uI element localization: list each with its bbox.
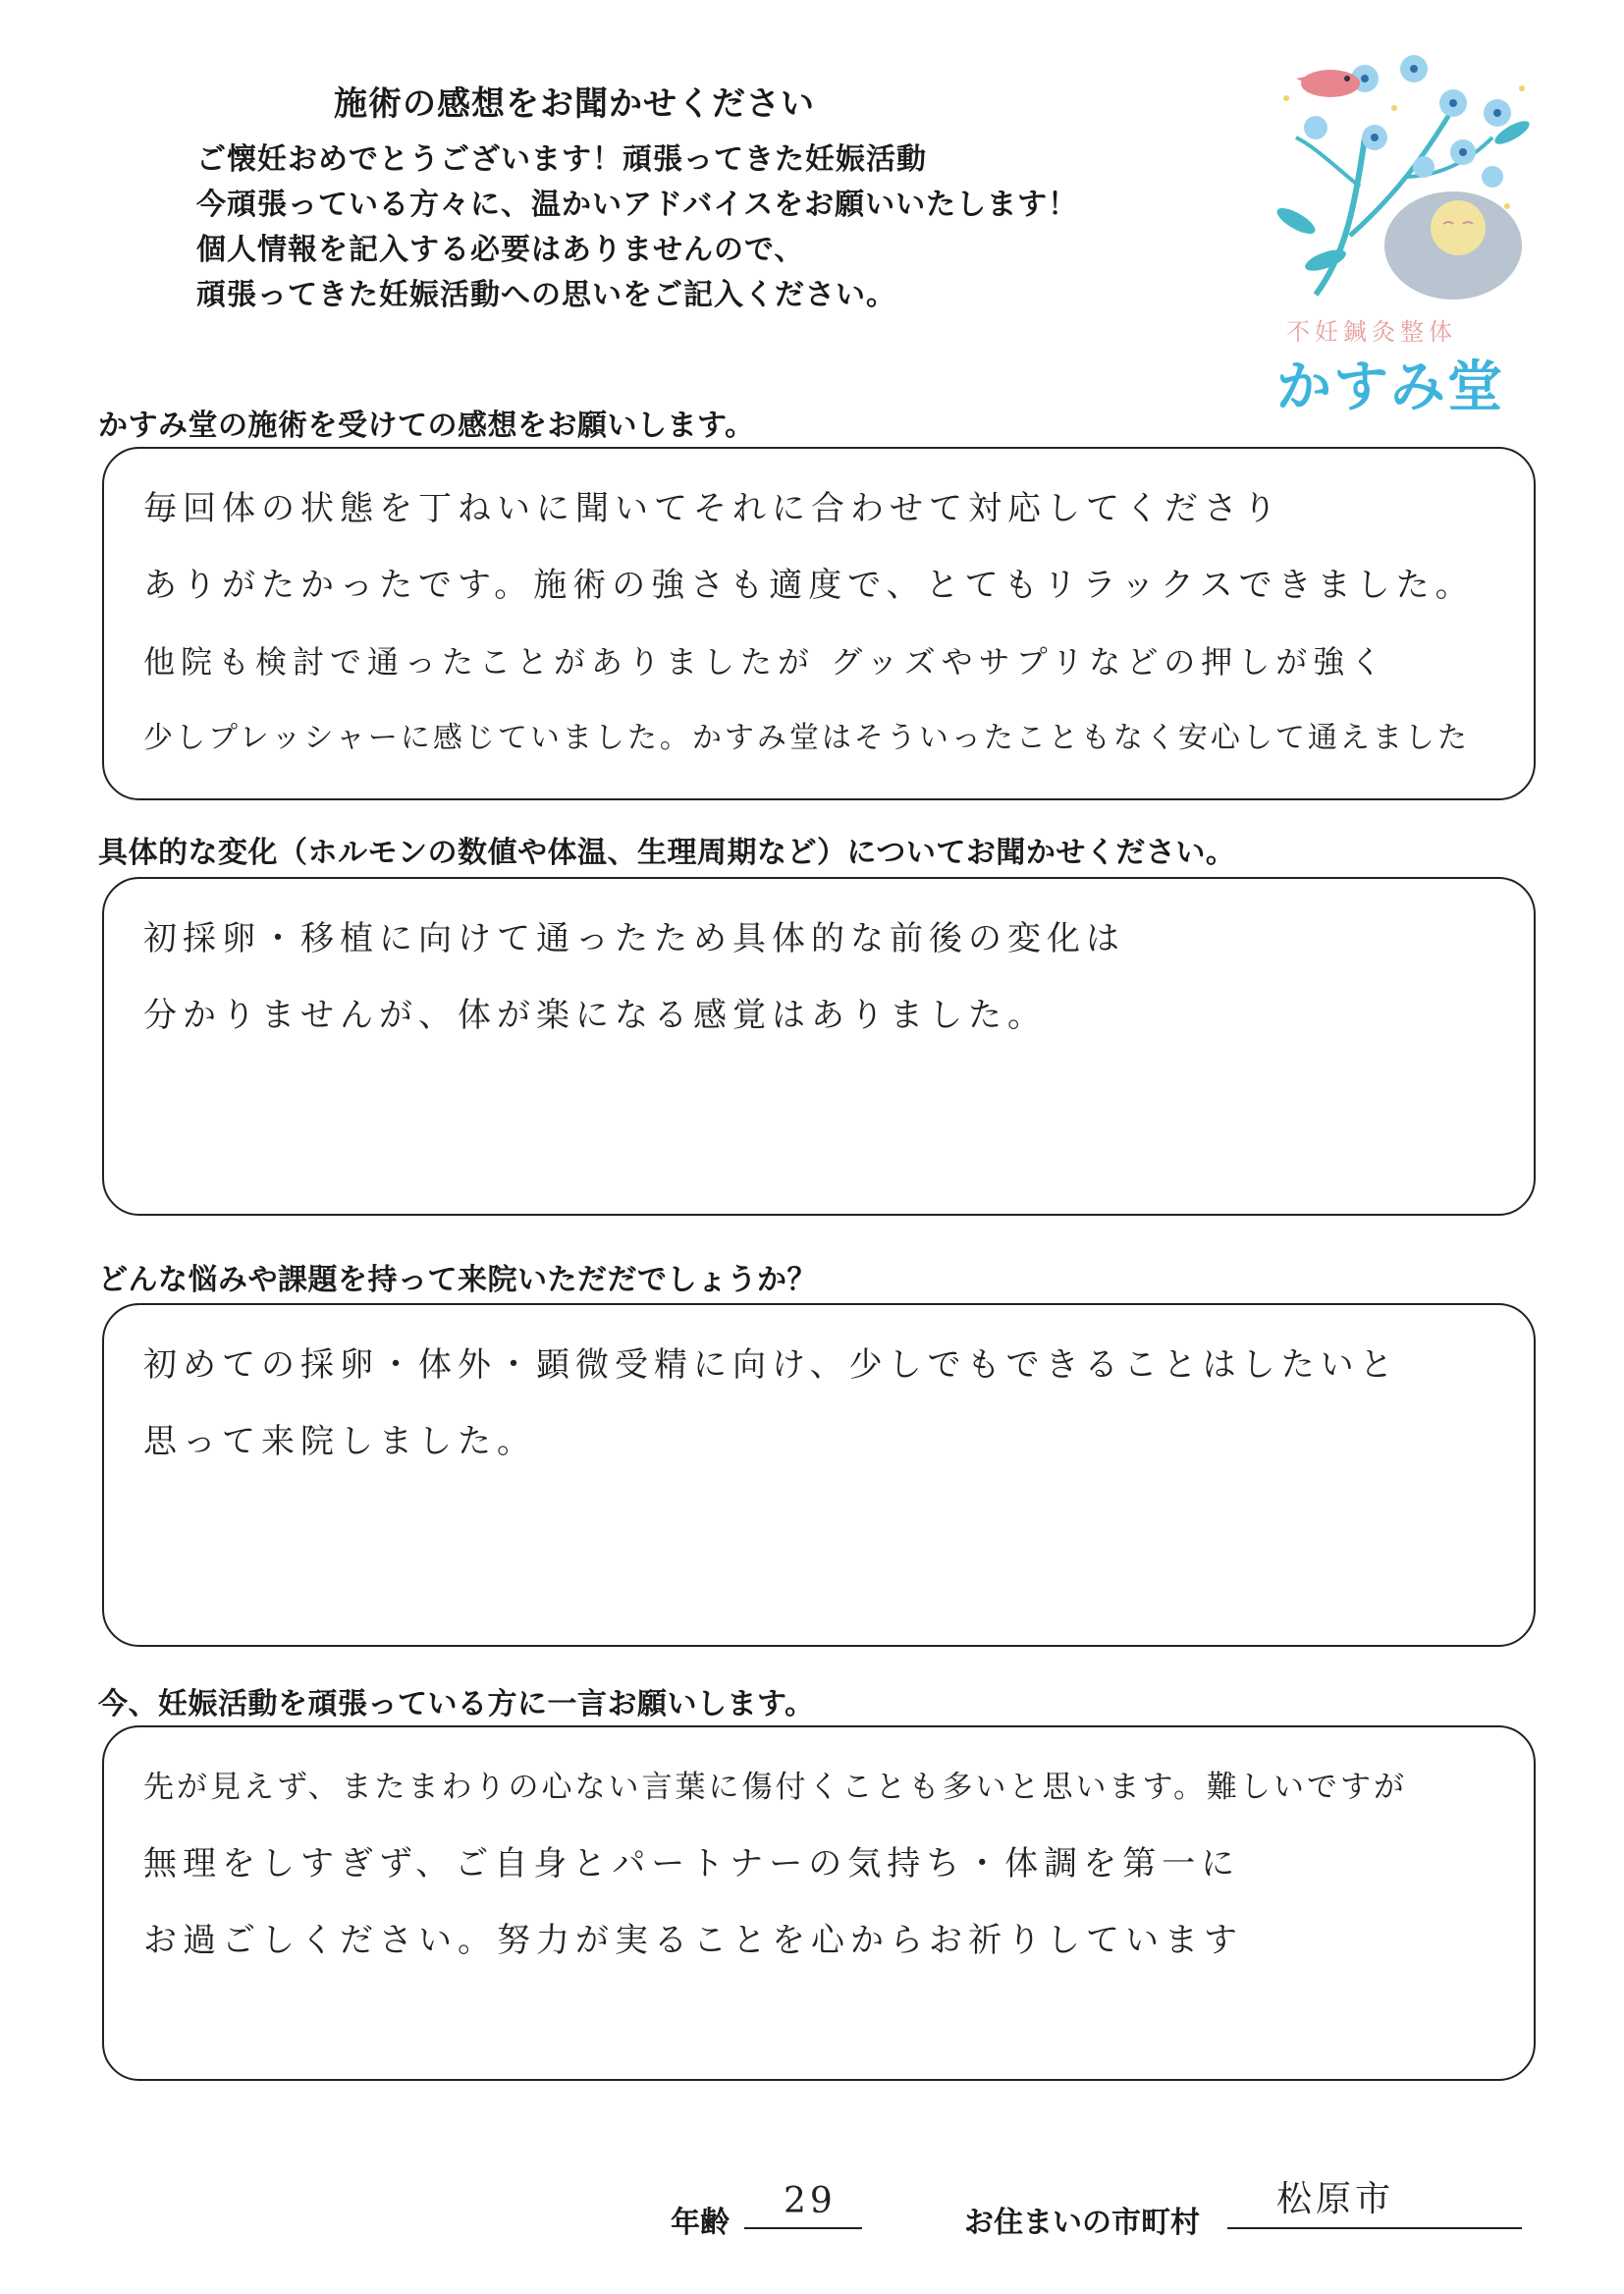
answer-line: 初めての採卵・体外・顕微受精に向け、少しでもできることはしたいと <box>143 1345 1399 1385</box>
age-field <box>744 2170 862 2229</box>
age-value: 29 <box>784 2181 837 2221</box>
form-title: 施術の感想をお聞かせください <box>334 84 815 124</box>
clinic-logo <box>1257 39 1542 422</box>
intro-line: 個人情報を記入する必要はありませんので、 <box>196 233 805 267</box>
question-label-impression: かすみ堂の施術を受けての感想をお願いします。 <box>98 409 755 443</box>
city-field <box>1227 2170 1522 2229</box>
logo-subtitle: 不妊鍼灸整体 <box>1286 318 1457 346</box>
logo-name: かすみ堂 <box>1276 355 1504 419</box>
intro-line: 頑張ってきた妊娠活動への思いをご記入ください。 <box>196 278 896 312</box>
answer-line: 無理をしすぎず、ご自身とパートナーの気持ち・体調を第一に <box>143 1844 1241 1884</box>
intro-line: 今頑張っている方々に、温かいアドバイスをお願いいたします！ <box>196 188 1079 222</box>
answer-line: 他院も検討で通ったことがありましたが グッズやサプリなどの押しが強く <box>143 643 1388 681</box>
intro-line: ご懐妊おめでとうございます！頑張ってきた妊娠活動 <box>196 142 927 177</box>
answer-line: 毎回体の状態を丁ねいに聞いてそれに合わせて対応してくださり <box>143 489 1282 528</box>
question-label-changes: 具体的な変化（ホルモンの数値や体温、生理周期など）についてお聞かせください。 <box>98 836 1236 870</box>
answer-line: 初採卵・移植に向けて通ったため具体的な前後の変化は <box>143 919 1125 958</box>
answer-box-message <box>102 1725 1536 2081</box>
question-label-concerns: どんな悩みや課題を持って来院いただだでしょうか？ <box>98 1263 817 1297</box>
intro-text <box>196 137 1078 318</box>
city-value: 松原市 <box>1276 2179 1395 2219</box>
city-label: お住まいの市町村 <box>964 2206 1200 2240</box>
answer-line: ありがたかったです。施術の強さも適度で、とてもリラックスできました。 <box>143 566 1475 605</box>
answer-line: 少しプレッシャーに感じていました。かすみ堂はそういったこともなく安心して通えました <box>143 721 1470 755</box>
answer-line: 思って来院しました。 <box>143 1422 536 1461</box>
handwritten-answer <box>104 1727 1534 1979</box>
handwritten-answer <box>104 1305 1534 1480</box>
age-label: 年齢 <box>671 2206 730 2240</box>
handwritten-answer <box>104 449 1534 777</box>
question-label-message: 今、妊娠活動を頑張っている方に一言お願いします。 <box>98 1687 815 1721</box>
answer-box-changes <box>102 877 1536 1216</box>
answer-line: 先が見えず、またまわりの心ない言葉に傷付くことも多いと思います。難しいですが <box>143 1770 1408 1805</box>
handwritten-answer <box>104 879 1534 1054</box>
answer-box-concerns <box>102 1303 1536 1647</box>
answer-box-impression <box>102 447 1536 800</box>
answer-line: 分かりませんが、体が楽になる感覚はありました。 <box>143 996 1047 1035</box>
flower-branch-illustration <box>1257 39 1542 314</box>
answer-line: お過ごしください。努力が実ることを心からお祈りしています <box>143 1921 1243 1960</box>
